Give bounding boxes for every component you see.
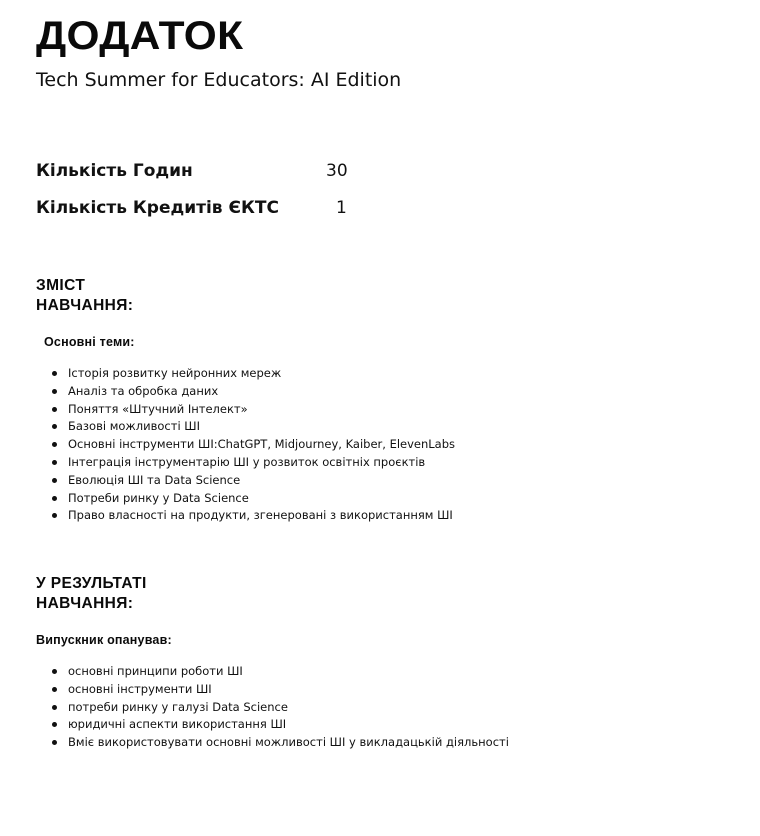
outcome-text: основні принципи роботи ШІ — [68, 664, 243, 678]
topic-text: Аналіз та обробка даних — [68, 383, 219, 398]
list-item — [50, 716, 509, 734]
list-item — [50, 472, 455, 490]
topic-text: Базові можливості ШІ — [68, 419, 200, 434]
list-item — [50, 383, 455, 401]
bullet-icon — [52, 478, 57, 483]
outcome-text: юридичні аспекти використання ШІ — [68, 717, 287, 732]
list-item — [50, 454, 455, 472]
bullet-icon — [52, 460, 57, 465]
topic-text: Історія розвитку нейронних мереж — [68, 366, 282, 380]
hours-row — [36, 158, 436, 184]
list-item — [50, 681, 509, 699]
graduate-label: Випускник опанував: — [36, 633, 172, 647]
list-item — [50, 401, 455, 419]
results-heading-line2: НАВЧАННЯ: — [36, 595, 134, 612]
bullet-icon — [52, 424, 57, 429]
list-item — [50, 734, 509, 752]
hours-value: 30 — [326, 161, 348, 181]
credits-label: Кількість Кредитів ЄКТС — [36, 198, 279, 218]
topics-list — [50, 365, 455, 525]
list-item — [50, 507, 455, 525]
topic-text: Інтеграція інструментарію ШІ у розвиток освітніх проєктів — [68, 454, 426, 469]
list-item — [50, 365, 455, 383]
list-item — [50, 418, 455, 436]
outcomes-list — [50, 663, 509, 752]
bullet-icon — [52, 496, 57, 501]
list-item — [50, 699, 509, 717]
content-heading-line1: ЗМІСТ — [36, 277, 86, 294]
bullet-icon — [52, 669, 57, 674]
outcome-text: потреби ринку у галузі Data Science — [68, 699, 288, 714]
bullet-icon — [52, 407, 57, 412]
topic-text: Потреби ринку у Data Science — [68, 490, 249, 505]
topics-label: Основні теми: — [44, 335, 135, 349]
document-subtitle: Tech Summer for Educators: AI Edition — [36, 69, 402, 91]
bullet-icon — [52, 687, 57, 692]
list-item — [50, 436, 455, 454]
bullet-icon — [52, 442, 57, 447]
content-heading-line2: НАВЧАННЯ: — [36, 297, 134, 314]
bullet-icon — [52, 705, 57, 710]
list-item — [50, 663, 509, 681]
topic-text: Право власності на продукти, згенеровані з використанням ШІ — [68, 508, 453, 523]
bullet-icon — [52, 371, 57, 376]
topic-text: Основні інструменти ШІ:ChatGPT, Midjourney, Kaiber, ElevenLabs — [68, 437, 456, 452]
list-item — [50, 490, 455, 508]
credits-value: 1 — [336, 198, 347, 218]
content-section-heading — [36, 276, 196, 316]
outcome-text: Вміє використовувати основні можливості ШІ у викладацькій діяльності — [68, 735, 509, 750]
hours-label: Кількість Годин — [36, 161, 193, 181]
document-title: ДОДАТОК — [36, 14, 244, 58]
topic-text: Поняття «Штучний Інтелект» — [68, 401, 248, 416]
bullet-icon — [52, 389, 57, 394]
bullet-icon — [52, 740, 57, 745]
credits-row — [36, 195, 436, 221]
results-heading-line1: У РЕЗУЛЬТАТІ — [36, 575, 147, 592]
bullet-icon — [52, 513, 57, 518]
bullet-icon — [52, 722, 57, 727]
topic-text: Еволюція ШІ та Data Science — [68, 472, 241, 487]
results-section-heading — [36, 574, 196, 614]
outcome-text: основні інструменти ШІ — [68, 681, 212, 696]
